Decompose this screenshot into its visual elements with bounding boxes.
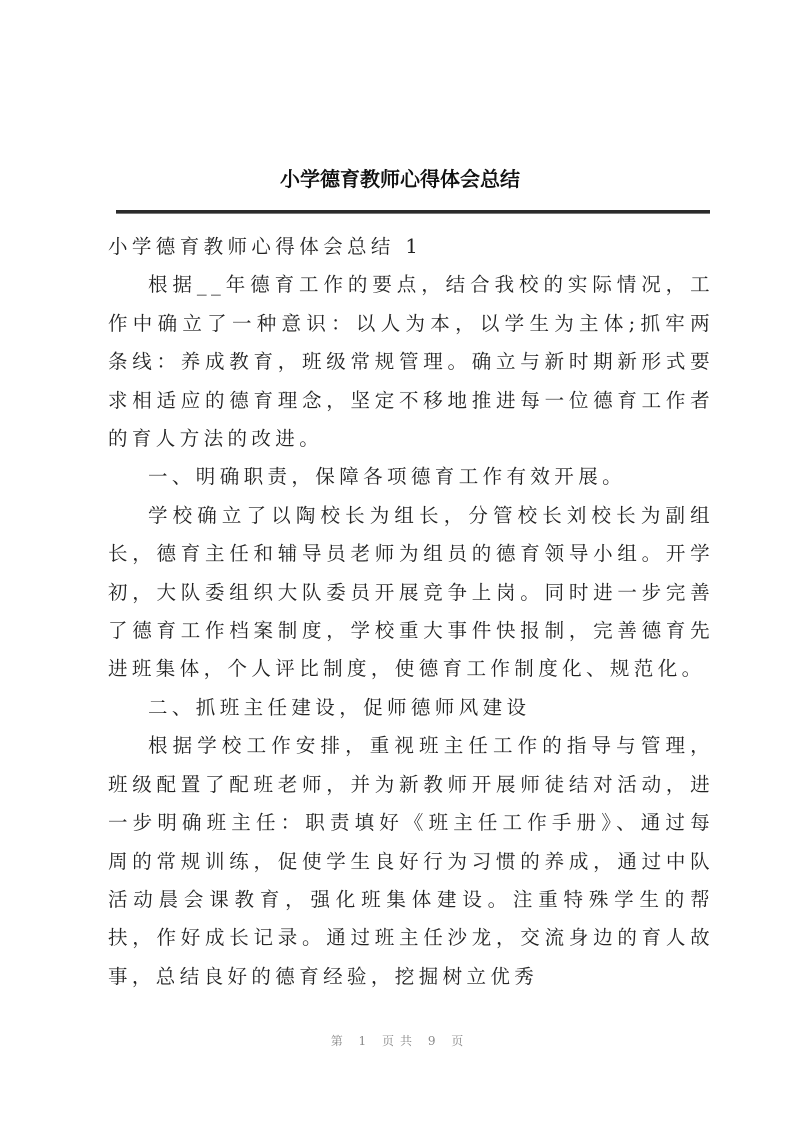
paragraph: 根据学校工作安排，重视班主任工作的指导与管理，班级配置了配班老师，并为新教师开展师徒结对活动，进一步明确班主任：职责填好《班主任工作手册》、通过每周的常规训练，促使学生良好行为习惯的养成，通过中队活动晨会课教育，强化班集体建设。注重特殊学生的帮扶，作好成长记录。通过班主任沙龙，交流身边的育人故事，总结良好的德育经验，挖掘树立优秀 — [108, 734, 714, 988]
title-divider — [116, 210, 710, 214]
subheading-2: 二、抓班主任建设，促师德师风建设 — [148, 695, 531, 719]
document-body — [108, 228, 714, 996]
subheading-1: 一、明确职责，保障各项德育工作有效开展。 — [148, 465, 627, 489]
page-indicator: 第 1 页共 9 页 — [330, 1034, 470, 1048]
document-title: 小学德育教师心得体会总结 — [280, 167, 520, 191]
paragraph: 学校确立了以陶校长为组长，分管校长刘校长为副组长，德育主任和辅导员老师为组员的德育领导小组。开学初，大队委组织大队委员开展竞争上岗。同时进一步完善了德育工作档案制度，学校重大事件快报制，完善德育先进班集体，个人评比制度，使德育工作制度化、规范化。 — [108, 503, 714, 681]
section-heading: 小学德育教师心得体会总结 1 — [108, 235, 423, 258]
paragraph: 根据__年德育工作的要点，结合我校的实际情况，工作中确立了一种意识：以人为本，以学生为主体;抓牢两条线：养成教育，班级常规管理。确立与新时期新形式要求相适应的德育理念，坚定不移地推进每一位德育工作者的育人方法的改进。 — [108, 273, 714, 451]
